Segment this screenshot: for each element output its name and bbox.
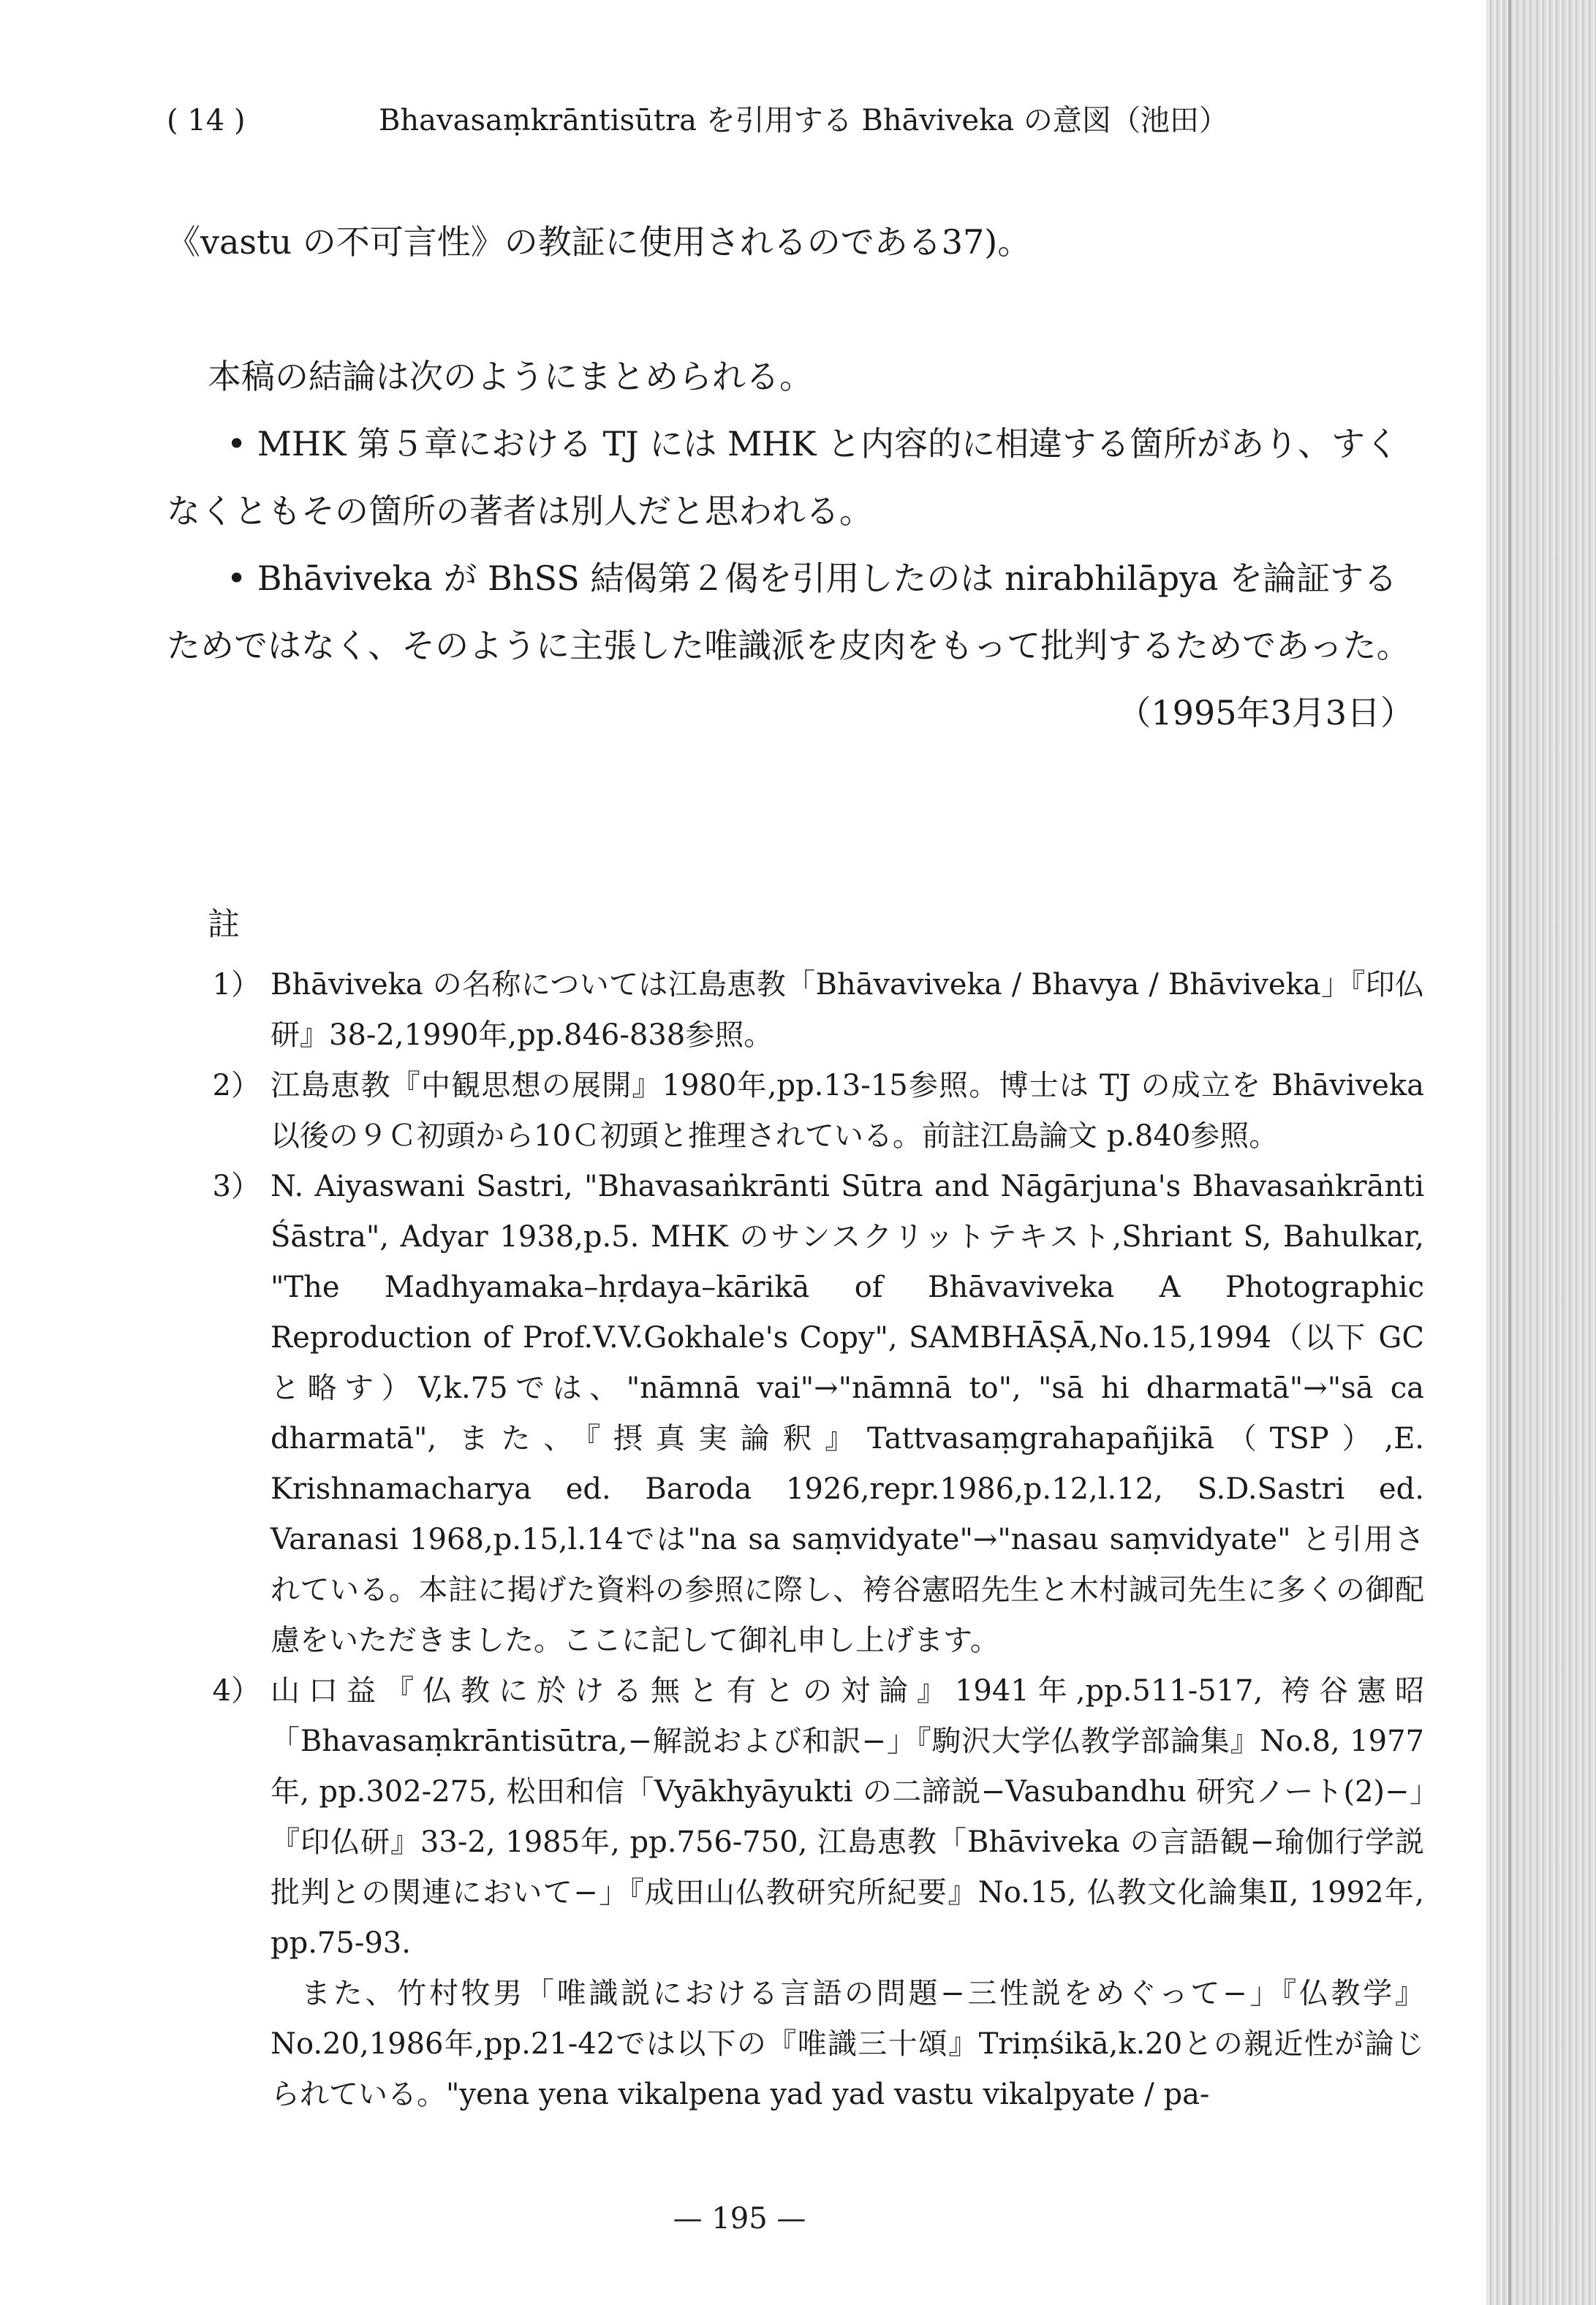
conclusion-intro: 本稿の結論は次のようにまとめられる。 [208,357,813,396]
conclusion-bullet-1: • MHK 第５章における TJ には MHK と内容的に相違する箇所があり、すくなくともその箇所の著者は別人だと思われる。 [167,424,1399,531]
note-text: 山口益『仏教に於ける無と有との対論』1941年,pp.511-517, 袴谷憲昭「Bhavasaṃkrāntisūtra,−解説および和訳−」『駒沢大学仏教学部論集』No.8, 1977年, pp.302-275, 松田和信「Vyākhyāyukti の二諦説−Vasubandhu 研究ノート(2)−」『印仏研』33-2, 1985年, pp.756-750, 江島恵教「Bhāviveka の言語観−瑜伽行学説批判との関連において−」『成田山仏教研究所紀要』No.15, 仏教文化論集Ⅱ, 1992年, pp.75-93. [271,1674,1424,1960]
conclusion-bullet-2: • Bhāviveka が BhSS 結偈第２偈を引用したのは nirabhilāpya を論証するためではなく、そのように主張した唯識派を皮肉をもって批判するためであった。 [167,559,1410,665]
note-number: 4） [212,1674,260,1708]
notes-section [167,899,1424,2120]
paragraph-gap [167,276,1424,343]
body-line-1: 《vastu の不可言性》の教証に使用されるのである37)。 [167,222,1032,262]
note-number: 3） [212,1170,260,1203]
note-item [167,960,1424,1061]
note-text: 江島恵教『中観思想の展開』1980年,pp.13-15参照。博士は TJ の成立を Bhāviveka 以後の９Ｃ初頭から10Ｃ初頭と推理されている。前註江島論文 p.840参照。 [271,1069,1424,1153]
note-text: N. Aiyaswani Sastri, "Bhavasaṅkrānti Sūtra and Nāgārjuna's Bhavasaṅkrānti Śāstra", Adyar 1938,p.5. MHK のサンスクリットテキスト,Shriant S, Bahulkar, "The Madhyamaka–hṛdaya–kārikā of Bhāvaviveka A Photographic Reproduction of Prof.V.V.Gokhale's Copy", SAMBHĀṢĀ,No.15,1994（以下 GC と略す）V,k.75では、"nāmnā vai"→"nāmnā to", "sā hi dharmatā"→"sā ca dharmatā", また、『摂真実論釈』Tattvasaṃgrahapañjikā（TSP）,E. Krishnamacharya ed. Baroda 1926,repr.1986,p.12,l.12, S.D.Sastri ed. Varanasi 1968,p.15,l.14では"na sa saṃvidyate"→"nasau saṃvidyate" と引用されている。本註に掲げた資料の参照に際し、袴谷憲昭先生と木村誠司先生に多くの御配慮をいただきました。ここに記して御礼申し上げます。 [271,1170,1424,1657]
note-number: 1） [212,968,260,1002]
running-title: Bhavasaṃkrāntisūtra を引用する Bhāviveka の意図（池田） [379,104,1228,137]
page-footer [0,2197,1596,2241]
notes-heading: 註 [208,906,240,943]
scan-edge-shadow [1486,0,1596,2305]
note-number: 2） [212,1069,260,1102]
footer-page-number: — 195 — [673,2202,806,2236]
note-text: Bhāviveka の名称については江島恵教「Bhāvaviveka / Bhavya / Bhāviveka」『印仏研』38-2,1990年,pp.846-838参照。 [271,968,1424,1052]
date-line: （1995年3月3日） [1117,693,1414,733]
note-4-continuation: また、竹村牧男「唯識説における言語の問題−三性説をめぐって−」『仏教学』No.20,1986年,pp.21-42では以下の『唯識三十頌』Triṃśikā,k.20との親近性が論じられている。"yena yena vikalpena yad yad vastu vikalpyate / pa- [271,1977,1424,2111]
note-item [167,1061,1424,1162]
page-header [167,99,1424,143]
note-item [167,1162,1424,1666]
header-page-number: ( 14 ) [167,104,246,137]
main-text [167,208,1424,746]
note-item [167,1666,1424,1969]
